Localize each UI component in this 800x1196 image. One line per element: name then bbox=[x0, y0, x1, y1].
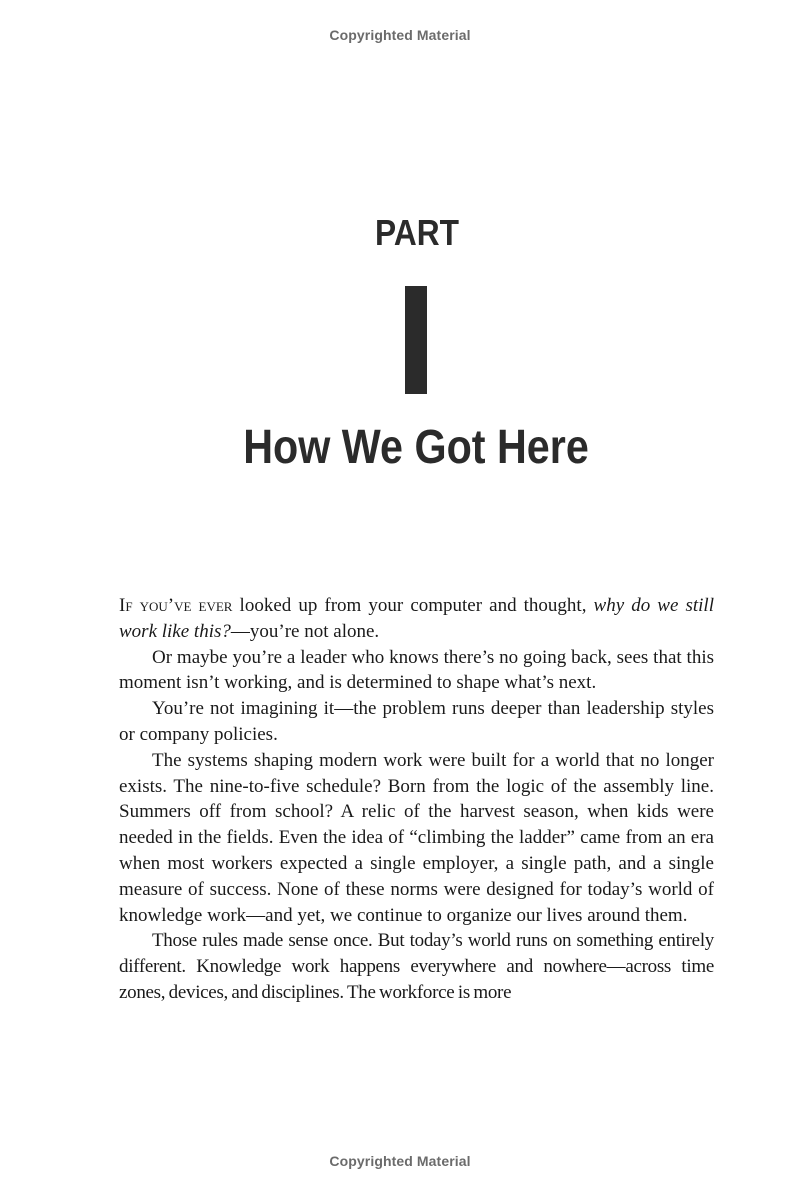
part-title: How We Got Here bbox=[243, 421, 589, 474]
paragraph-1 bbox=[119, 593, 714, 645]
paragraph-1-italic: why do we still work like this? bbox=[119, 595, 714, 642]
lead-in-smallcaps: If you’ve ever bbox=[119, 595, 233, 616]
copyright-watermark-bottom: Copyrighted Material bbox=[329, 1153, 471, 1169]
paragraph-2: Or maybe you’re a leader who knows there’s no going back, sees that this moment isn’t working, and is determined to shape what’s next. bbox=[119, 646, 714, 694]
body-text bbox=[119, 593, 714, 1006]
part-label: PART bbox=[375, 212, 459, 253]
paragraph-1-end: —you’re not alone. bbox=[230, 620, 380, 642]
paragraph-1-text: looked up from your computer and thought, bbox=[232, 595, 594, 616]
paragraph-4: The systems shaping modern work were built for a world that no longer exists. The nine-to-five schedule? Born from the logic of the assembly line. Summers off from school? A relic of the harvest season, when kids were needed in the fields. Even the idea of “climbing the ladder” came from an era when most workers expected a single employer, a single path, and a single measure of success. None of these norms were designed for today’s world of knowledge work—and yet, we continue to organize our lives around them. bbox=[119, 749, 714, 926]
copyright-watermark-top: Copyrighted Material bbox=[329, 27, 471, 43]
part-numeral bbox=[405, 286, 427, 394]
paragraph-5: Those rules made sense once. But today’s world runs on something entirely different. Knowledge work happens everywhere and nowhere—across time zones, devices, and disciplines. The workforce is more bbox=[119, 930, 714, 1003]
paragraph-3: You’re not imagining it—the problem runs deeper than leadership styles or company policies. bbox=[119, 698, 714, 745]
